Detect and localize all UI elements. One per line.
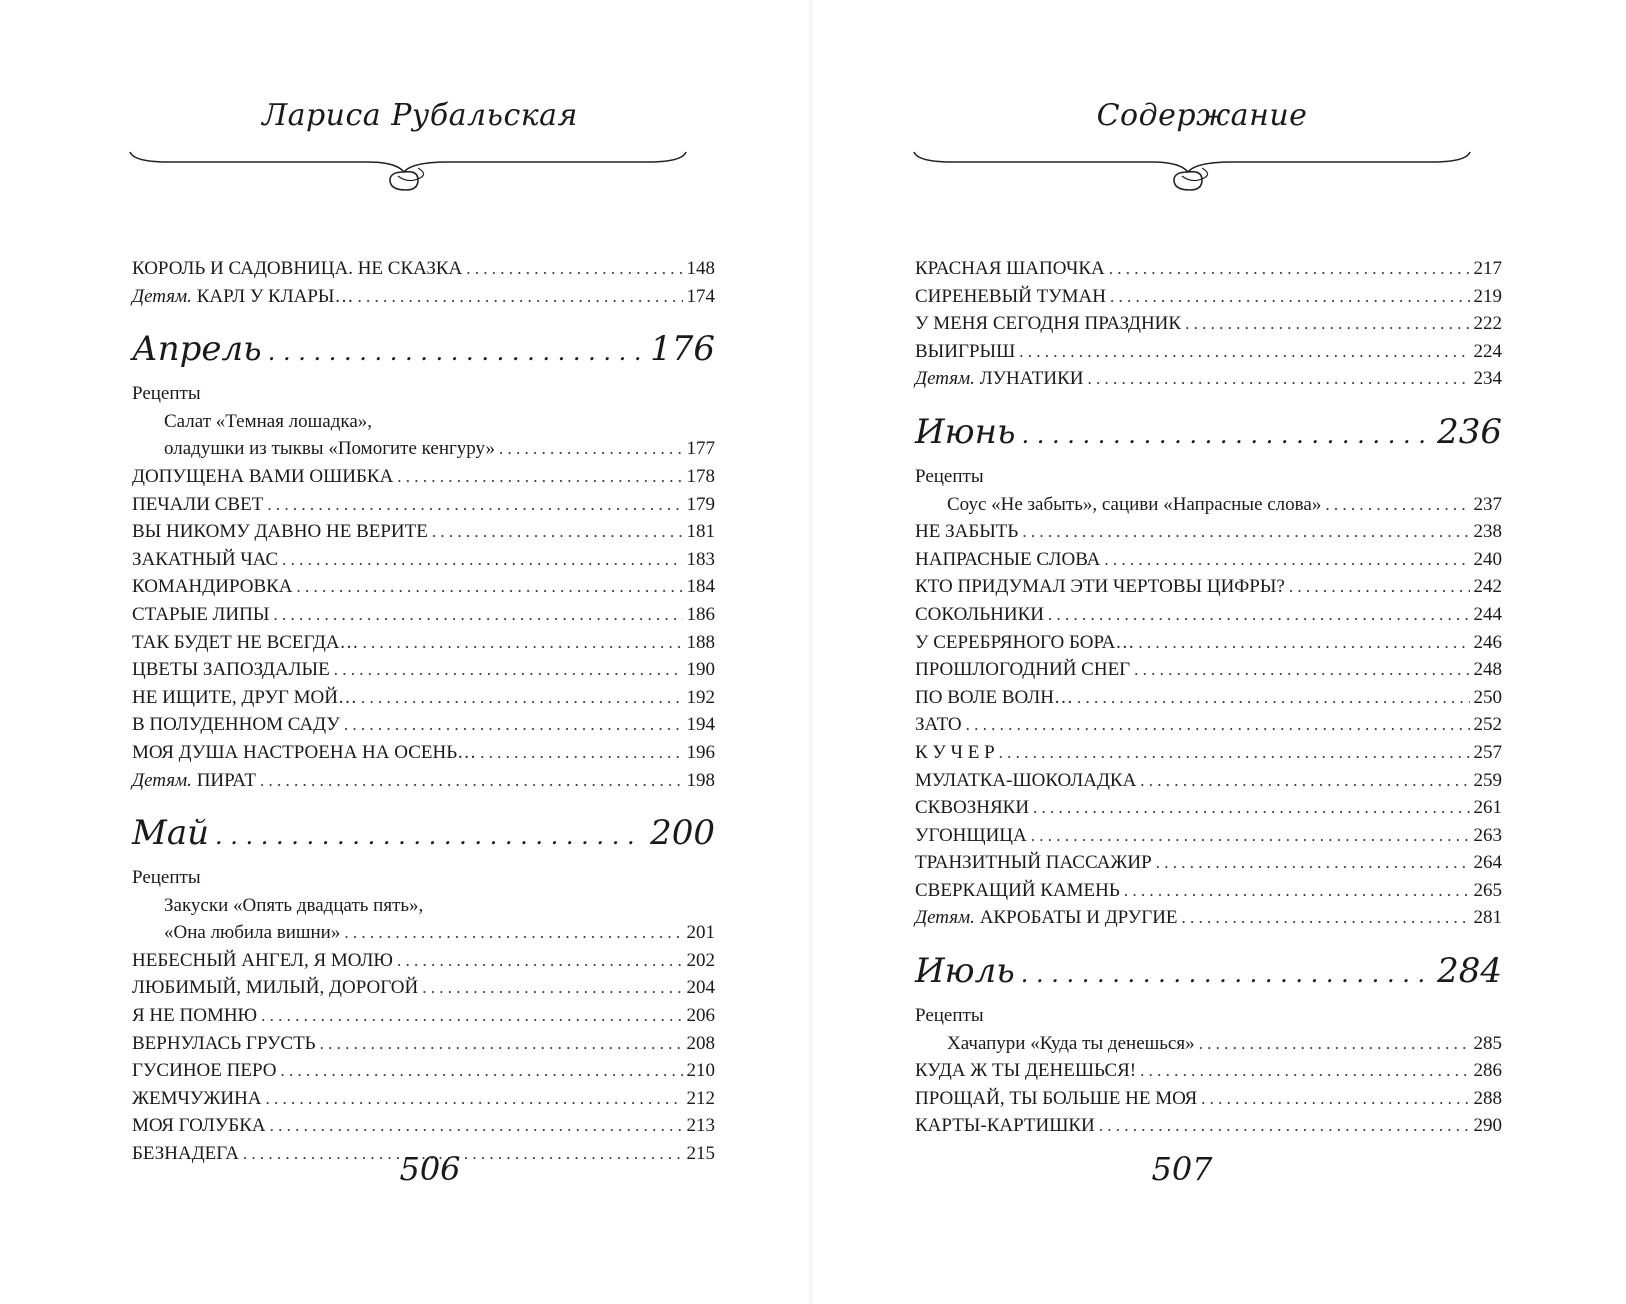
dot-leader	[1109, 255, 1470, 283]
toc-entry-page-number: 212	[686, 1087, 715, 1109]
toc-entry[interactable]	[915, 904, 1502, 932]
toc-month-heading[interactable]	[132, 320, 715, 378]
toc-entry[interactable]	[915, 255, 1502, 283]
dot-leader	[1134, 656, 1469, 684]
toc-entry-page-number: 242	[1473, 576, 1502, 598]
toc-entry-page-number: 215	[686, 1143, 715, 1165]
toc-right	[915, 255, 1502, 1140]
toc-entry[interactable]	[915, 1085, 1502, 1113]
dot-leader	[344, 711, 683, 739]
dot-leader	[320, 1030, 683, 1058]
toc-entry-title: СОКОЛЬНИКИ	[915, 603, 1045, 625]
toc-entry-page-number: 174	[686, 285, 715, 307]
toc-entry-title: ЗАКАТНЫЙ ЧАС	[132, 548, 279, 570]
toc-entry-title: ПРОШЛОГОДНИЙ СНЕГ	[915, 659, 1131, 681]
toc-entry-page-number: 252	[1473, 714, 1502, 736]
toc-entry[interactable]	[132, 656, 715, 684]
toc-entry-title	[132, 283, 353, 311]
toc-entry-page-number: 224	[1473, 340, 1502, 362]
dot-leader	[1182, 904, 1470, 932]
toc-entry-title: ВЫИГРЫШ	[915, 340, 1016, 362]
toc-entry-title: КУДА Ж ТЫ ДЕНЕШЬСЯ!	[915, 1060, 1137, 1082]
toc-entry[interactable]	[132, 601, 715, 629]
toc-entry-prefix: Детям.	[915, 368, 975, 390]
dot-leader	[363, 629, 683, 657]
toc-entry-page-number: 246	[1473, 631, 1502, 653]
month-page-number: 284	[1437, 951, 1502, 992]
toc-entry[interactable]	[915, 1057, 1502, 1085]
toc-entry-page-number: 201	[686, 922, 715, 944]
toc-entry-page-number: 290	[1473, 1115, 1502, 1137]
toc-entry-title: СИРЕНЕВЫЙ ТУМАН	[915, 285, 1107, 307]
toc-entry-page-number: 194	[686, 714, 715, 736]
dot-leader	[1201, 1085, 1469, 1113]
dot-leader	[1021, 945, 1431, 1003]
toc-entry[interactable]	[132, 435, 715, 463]
toc-entry[interactable]	[915, 601, 1502, 629]
toc-entry[interactable]	[132, 1030, 715, 1058]
toc-entry-page-number: 181	[686, 521, 715, 543]
toc-entry-page-number: 206	[686, 1005, 715, 1027]
toc-entry[interactable]	[132, 518, 715, 546]
toc-entry-title: ПО ВОЛЕ ВОЛН…	[915, 686, 1073, 708]
toc-entry[interactable]	[915, 518, 1502, 546]
toc-entry[interactable]	[915, 684, 1502, 712]
toc-entry[interactable]	[915, 767, 1502, 795]
toc-entry-page-number: 204	[686, 977, 715, 999]
page-number: 507	[1151, 1150, 1213, 1188]
toc-entry-title: ГУСИНОЕ ПЕРО	[132, 1060, 277, 1082]
ornamental-divider-icon	[912, 148, 1472, 208]
dot-leader	[1022, 518, 1469, 546]
toc-section-label: Рецепты	[132, 383, 201, 405]
dot-leader	[266, 1085, 683, 1113]
dot-leader	[297, 573, 683, 601]
dot-leader	[1199, 1030, 1470, 1058]
dot-leader	[432, 518, 683, 546]
month-title: Апрель	[132, 329, 262, 370]
toc-section-label: Рецепты	[915, 1005, 984, 1027]
toc-entry-page-number: 222	[1473, 313, 1502, 335]
toc-entry-title: ПЕЧАЛИ СВЕТ	[132, 493, 264, 515]
running-head-author: Лариса Рубальская	[262, 98, 578, 133]
toc-entry-title: УГОНЩИЦА	[915, 824, 1027, 846]
dot-leader	[999, 739, 1470, 767]
toc-entry[interactable]	[132, 711, 715, 739]
toc-entry[interactable]	[132, 546, 715, 574]
toc-entry-title: КОРОЛЬ И САДОВНИЦА. НЕ СКАЗКА	[132, 258, 463, 279]
toc-entry[interactable]	[132, 283, 715, 311]
toc-entry-title: оладушки из тыквы «Помогите кенгуру»	[164, 438, 496, 460]
toc-entry[interactable]	[132, 1112, 715, 1140]
dot-leader	[1077, 684, 1470, 712]
toc-entry[interactable]	[132, 463, 715, 491]
month-title: Июль	[915, 951, 1015, 992]
dot-leader	[280, 1057, 682, 1085]
month-page-number: 200	[650, 813, 715, 854]
toc-entry-page-number: 261	[1473, 797, 1502, 819]
toc-entry-title: ЛЮБИМЫЙ, МИЛЫЙ, ДОРОГОЙ	[132, 977, 419, 999]
dot-leader	[1048, 601, 1469, 629]
toc-entry-title: ЖЕМЧУЖИНА	[132, 1087, 262, 1109]
toc-entry-title-text: АКРОБАТЫ И ДРУГИЕ	[974, 907, 1178, 929]
toc-entry[interactable]	[915, 849, 1502, 877]
dot-leader	[1099, 1112, 1470, 1140]
toc-entry-page-number: 265	[1473, 879, 1502, 901]
toc-entry-title: МУЛАТКА-ШОКОЛАДКА	[915, 769, 1137, 791]
toc-entry[interactable]	[915, 491, 1502, 519]
month-page-number: 236	[1437, 411, 1502, 452]
month-title: Май	[132, 813, 209, 854]
toc-entry[interactable]	[915, 656, 1502, 684]
toc-entry-page-number: 281	[1473, 907, 1502, 929]
running-head-contents: Содержание	[1096, 98, 1308, 133]
toc-entry-page-number: 190	[686, 659, 715, 681]
toc-entry-page-number: 238	[1473, 521, 1502, 543]
toc-entry-title	[915, 365, 1084, 393]
toc-entry-page-number: 213	[686, 1115, 715, 1137]
toc-entry-prefix: Детям.	[132, 285, 192, 307]
toc-entry-title: БЕЗНАДЕГА	[132, 1143, 239, 1165]
dot-leader	[1124, 877, 1470, 905]
toc-entry-title: ВЕРНУЛАСЬ ГРУСТЬ	[132, 1032, 316, 1054]
dot-leader	[357, 283, 682, 311]
toc-entry[interactable]	[132, 1057, 715, 1085]
dot-leader	[1289, 573, 1470, 601]
toc-entry-page-number: 259	[1473, 769, 1502, 791]
toc-entry-page-number: 244	[1473, 603, 1502, 625]
dot-leader	[1140, 1057, 1469, 1085]
toc-entry[interactable]	[915, 546, 1502, 574]
toc-entry-title: НЕ ЗАБЫТЬ	[915, 521, 1019, 543]
toc-entry-page-number: 248	[1473, 659, 1502, 681]
dot-leader	[466, 255, 682, 283]
toc-entry-page-number: 234	[1473, 368, 1502, 390]
toc-entry-page-number: 208	[686, 1032, 715, 1054]
toc-entry-title: КТО ПРИДУМАЛ ЭТИ ЧЕРТОВЫ ЦИФРЫ?	[915, 576, 1285, 598]
toc-entry-title: «Она любила вишни»	[164, 922, 341, 944]
toc-entry-title: ВЫ НИКОМУ ДАВНО НЕ ВЕРИТЕ	[132, 521, 428, 543]
toc-entry[interactable]	[132, 739, 715, 767]
toc-entry[interactable]	[915, 338, 1502, 366]
toc-subheading: Закуски «Опять двадцать пять»,	[164, 894, 424, 916]
toc-entry[interactable]	[915, 1030, 1502, 1058]
toc-entry-page-number: 237	[1473, 493, 1502, 515]
toc-entry[interactable]	[132, 629, 715, 657]
toc-entry-title: КАРТЫ-КАРТИШКИ	[915, 1115, 1095, 1137]
toc-entry[interactable]	[915, 877, 1502, 905]
toc-section-label: Рецепты	[132, 867, 201, 889]
toc-entry-page-number: 263	[1473, 824, 1502, 846]
toc-entry[interactable]	[132, 1085, 715, 1113]
toc-entry[interactable]	[132, 919, 715, 947]
toc-entry-page-number: 217	[1473, 258, 1502, 279]
toc-entry-page-number: 286	[1473, 1060, 1502, 1082]
toc-entry-page-number: 148	[686, 258, 715, 279]
toc-entry[interactable]	[915, 822, 1502, 850]
toc-entry[interactable]	[915, 283, 1502, 311]
dot-leader	[1022, 406, 1432, 464]
toc-entry-title: ЗАТО	[915, 714, 962, 736]
toc-entry-page-number: 264	[1473, 852, 1502, 874]
toc-entry-page-number: 192	[686, 686, 715, 708]
dot-leader	[267, 491, 682, 519]
toc-entry-title: В ПОЛУДЕННОМ САДУ	[132, 714, 340, 736]
toc-entry-title-text: КАРЛ У КЛАРЫ…	[191, 285, 354, 307]
toc-entry-title: МОЯ ГОЛУБКА	[132, 1115, 266, 1137]
toc-entry-page-number: 179	[686, 493, 715, 515]
dot-leader	[1140, 767, 1469, 795]
toc-entry[interactable]	[915, 365, 1502, 393]
dot-leader	[215, 807, 644, 865]
dot-leader	[499, 435, 682, 463]
dot-leader	[361, 684, 683, 712]
toc-entry[interactable]	[915, 310, 1502, 338]
toc-entry-title	[132, 767, 256, 795]
toc-entry-page-number: 240	[1473, 548, 1502, 570]
toc-month-heading[interactable]	[915, 942, 1502, 1000]
toc-entry-title: МОЯ ДУША НАСТРОЕНА НА ОСЕНЬ…	[132, 741, 477, 763]
toc-entry-page-number: 186	[686, 603, 715, 625]
dot-leader	[261, 1002, 682, 1030]
dot-leader	[1031, 822, 1470, 850]
toc-entry[interactable]	[132, 1002, 715, 1030]
toc-entry-title: Хачапури «Куда ты денешься»	[947, 1032, 1195, 1054]
toc-month-heading[interactable]	[915, 403, 1502, 461]
toc-entry-page-number: 184	[686, 576, 715, 598]
toc-entry-title: СВЕРКАЩИЙ КАМЕНЬ	[915, 879, 1120, 901]
toc-entry-title: НАПРАСНЫЕ СЛОВА	[915, 548, 1101, 570]
left-page	[0, 0, 812, 1304]
right-page	[812, 0, 1626, 1304]
dot-leader	[397, 947, 683, 975]
dot-leader	[268, 323, 644, 381]
page-number: 506	[399, 1150, 461, 1188]
toc-month-heading[interactable]	[132, 804, 715, 862]
month-page-number: 176	[650, 329, 715, 370]
toc-left	[132, 255, 715, 1168]
toc-entry-page-number: 188	[686, 631, 715, 653]
toc-entry-title	[915, 904, 1178, 932]
toc-entry-title: ТАК БУДЕТ НЕ ВСЕГДА…	[132, 631, 359, 653]
dot-leader	[966, 711, 1470, 739]
toc-entry[interactable]	[132, 573, 715, 601]
toc-entry-page-number: 250	[1473, 686, 1502, 708]
toc-entry[interactable]	[132, 684, 715, 712]
toc-entry-title: КРАСНАЯ ШАПОЧКА	[915, 258, 1105, 279]
toc-entry-prefix: Детям.	[132, 769, 192, 791]
toc-entry[interactable]	[132, 255, 715, 283]
toc-entry-page-number: 219	[1473, 285, 1502, 307]
toc-entry-title: КОМАНДИРОВКА	[132, 576, 293, 598]
toc-entry[interactable]	[915, 794, 1502, 822]
dot-leader	[1104, 546, 1469, 574]
toc-entry-title: К У Ч Е Р	[915, 741, 995, 763]
dot-leader	[1138, 629, 1469, 657]
toc-entry-title: ЦВЕТЫ ЗАПОЗДАЛЫЕ	[132, 659, 330, 681]
dot-leader	[1185, 310, 1469, 338]
dot-leader	[1033, 794, 1469, 822]
dot-leader	[260, 767, 683, 795]
toc-entry[interactable]	[915, 629, 1502, 657]
toc-entry-title: ДОПУЩЕНА ВАМИ ОШИБКА	[132, 465, 394, 487]
toc-entry[interactable]	[132, 947, 715, 975]
dot-leader	[334, 656, 683, 684]
toc-entry[interactable]	[915, 711, 1502, 739]
toc-entry-title: ТРАНЗИТНЫЙ ПАССАЖИР	[915, 852, 1152, 874]
toc-entry-title: СКВОЗНЯКИ	[915, 797, 1030, 819]
dot-leader	[273, 601, 682, 629]
toc-section-label: Рецепты	[915, 465, 984, 487]
dot-leader	[1156, 849, 1470, 877]
dot-leader	[270, 1112, 683, 1140]
toc-entry[interactable]	[132, 974, 715, 1002]
toc-subheading: Салат «Темная лошадка»,	[164, 410, 373, 432]
toc-entry-page-number: 178	[686, 465, 715, 487]
toc-entry[interactable]	[915, 573, 1502, 601]
toc-entry-page-number: 183	[686, 548, 715, 570]
toc-entry-title: ПРОЩАЙ, ТЫ БОЛЬШЕ НЕ МОЯ	[915, 1087, 1198, 1109]
dot-leader	[1088, 365, 1470, 393]
toc-entry-page-number: 177	[686, 438, 715, 460]
dot-leader	[422, 974, 682, 1002]
toc-entry-page-number: 257	[1473, 741, 1502, 763]
dot-leader	[397, 463, 682, 491]
dot-leader	[1325, 491, 1469, 519]
toc-entry-title: НЕ ИЩИТЕ, ДРУГ МОЙ…	[132, 686, 357, 708]
month-title: Июнь	[915, 411, 1016, 452]
dot-leader	[1110, 283, 1469, 311]
toc-entry-title: Я НЕ ПОМНЮ	[132, 1005, 258, 1027]
toc-entry-title: Соус «Не забыть», сациви «Напрасные слова»	[947, 493, 1322, 515]
toc-entry-title: СТАРЫЕ ЛИПЫ	[132, 603, 270, 625]
toc-entry-page-number: 288	[1473, 1087, 1502, 1109]
toc-entry-title: У МЕНЯ СЕГОДНЯ ПРАЗДНИК	[915, 313, 1182, 335]
dot-leader	[344, 919, 682, 947]
toc-entry[interactable]	[915, 739, 1502, 767]
dot-leader	[282, 546, 682, 574]
dot-leader	[480, 739, 682, 767]
ornamental-divider-icon	[128, 148, 688, 208]
toc-entry-prefix: Детям.	[915, 907, 975, 929]
toc-entry-page-number: 202	[686, 949, 715, 971]
toc-entry-page-number: 196	[686, 741, 715, 763]
toc-entry-title-text: ЛУНАТИКИ	[974, 368, 1084, 390]
toc-entry[interactable]	[132, 767, 715, 795]
toc-entry-title: У СЕРЕБРЯНОГО БОРА…	[915, 631, 1135, 653]
toc-entry-title: НЕБЕСНЫЙ АНГЕЛ, Я МОЛЮ	[132, 949, 393, 971]
dot-leader	[1019, 338, 1469, 366]
toc-entry-page-number: 285	[1473, 1032, 1502, 1054]
toc-entry-title-text: ПИРАТ	[191, 769, 256, 791]
toc-entry[interactable]	[132, 491, 715, 519]
toc-entry[interactable]	[915, 1112, 1502, 1140]
toc-entry-page-number: 198	[686, 769, 715, 791]
toc-entry-page-number: 210	[686, 1060, 715, 1082]
